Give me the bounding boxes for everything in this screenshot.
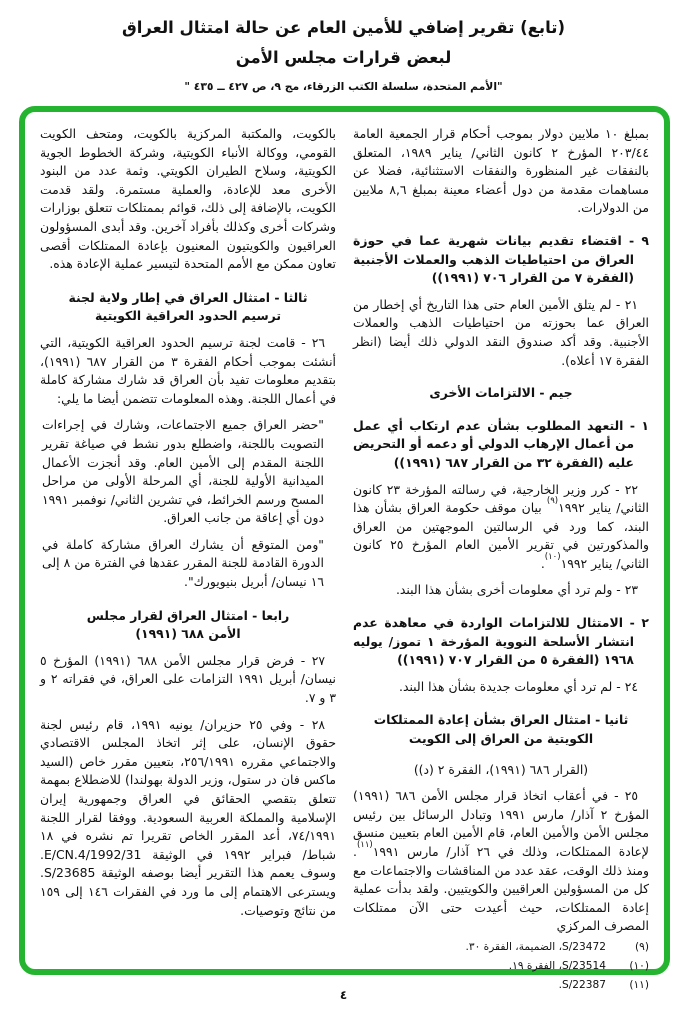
paragraph-continuation-right: بمبلغ ١٠ ملايين دولار بموجب أحكام قرار الجمعية العامة ٢٠٣/٤٤ المؤرخ ٢ كانون الثاني/ يناير ١٩٨٩، المتعلق بالنفقات غير المنظورة والنفقات الاستثنائية، فضلا عن مساهمات مقدمة من دول أعضاء معينة بمبلغ ٨,٦ ملايين من الدولارات. [353, 126, 649, 216]
footnote-text: S/23472، الضميمة، الفقرة ٣٠. [465, 940, 606, 953]
paragraph-27: ٢٧ - فرض قرار مجلس الأمن ٦٨٨ (١٩٩١) المؤرخ ٥ نيسان/ أبريل ١٩٩١ التزامات على العراق، في فقراته ٢ و ٣ و ٧. [40, 652, 336, 706]
list-item-1-heading: ١ - التعهد المطلوب بشأن عدم ارتكاب أي عمل من أعمال الإرهاب الدولي أو دعمه أو التحريض عليه (الفقرة ٣٢ من القرار ٦٨٧ (١٩٩١)) [353, 417, 649, 470]
paragraph-23: ٢٣ - ولم ترد أي معلومات أخرى بشأن هذا البند. [395, 582, 638, 598]
quoted-paragraph-2: "ومن المتوقع أن يشارك العراق مشاركة كاملة في الدورة القادمة للجنة المقرر عقدها في الفترة من ٨ إلى ١٦ نيسان/ أبريل بنيويورك". [42, 536, 325, 590]
footnote-ref-9: (٩) [546, 495, 559, 506]
paragraph-22-text-c: . [540, 555, 545, 571]
footnote-item [353, 940, 649, 955]
resolution-reference-line: (القرار ٦٨٦ (١٩٩١)، الفقرة ٢ (د)) [413, 761, 589, 777]
document-header [0, 0, 687, 93]
page-number: ٤ [339, 988, 348, 1002]
footnote-text: S/23514، الفقرة ١٩. [508, 959, 606, 972]
footnote-ref-11: (١١) [356, 839, 373, 850]
column-right [353, 125, 650, 991]
report-title-line2: لبعض قرارات مجلس الأمن [235, 47, 452, 67]
section-heading-jim: جيم - الالتزامات الأخرى [429, 385, 573, 401]
section-heading-fourth-line2: الأمن ٦٨٨ (١٩٩١) [135, 626, 241, 642]
section-heading-fourth [40, 607, 336, 644]
footnote-ref-10: (١٠) [544, 551, 561, 562]
list-item-9-heading: ٩ - اقتضاء تقديم بيانات شهرية عما في حوزة العراق من احتياطيات الذهب والعملات الأجنبية (الفقرة ٧ من القرار ٧٠٦ (١٩٩١)) [353, 232, 649, 286]
source-citation: "الأمم المتحدة، سلسلة الكتب الزرقاء، مج ٩، ص ٤٢٧ ــ ٤٣٥ " [184, 80, 503, 94]
report-title-line1: (تابع) تقرير إضافي للأمين العام عن حالة امتثال العراق [121, 18, 566, 37]
footnote-text: S/22387. [558, 978, 606, 991]
paragraph-22-text-b: بيان موقف حكومة العراق بشأن هذا البند، كما ورد في الرسالتين الموجهتين من العراق والمذكورتين في تقرير الأمين العام المؤرخ ٢٥ كانون الثاني/ يناير ١٩٩٢ [353, 500, 650, 571]
section-heading-third-line2: ترسيم الحدود العراقية الكويتية [95, 308, 281, 324]
column-left [40, 125, 336, 961]
quoted-paragraph-1: "حضر العراق جميع الاجتماعات، وشارك في إجراءات التصويت باللجنة، واضطلع بدور نشط في صياغة تقرير اللجنة المقدم إلى الأمين العام. وقد أنجزت الأعمال الميدانية الأولية للجنة، أي المرحلة الأولى من مراحل المسح ورسم الخرائط، في تشرين الثاني/ نوفمبر ١٩٩١ دون أي إعاقة من جانب العراق. [42, 417, 324, 526]
content-frame [19, 106, 670, 991]
paragraph-24: ٢٤ - لم ترد أي معلومات جديدة بشأن هذا البند. [399, 678, 638, 694]
footnote-item [353, 959, 649, 974]
paragraph-21: ٢١ - لم يتلق الأمين العام حتى هذا التاريخ أي إخطار من العراق عما بحوزته من احتياطيات الذهب والعملات الأجنبية. وقد أكد صندوق النقد الدولي ذلك أيضا (انظر الفقرة ١٧ أعلاه). [353, 296, 649, 368]
footnote-marker: (٩) [635, 940, 649, 953]
section-heading-third [40, 289, 336, 326]
section-heading-third-line1: ثالثا - امتثال العراق في إطار ولاية لجنة [68, 289, 308, 305]
paragraph-25-text-a: ٢٥ - في أعقاب اتخاذ قرار مجلس الأمن ٦٨٦ (١٩٩١) المؤرخ ٢ آذار/ مارس ١٩٩١ وتبادل الرسائل بين رئيس مجلس الأمن والأمين العام، قام الأمين العام بتعيين منسق لإعادة الممتلكات، وذلك في ٢٦ آذار/ مارس ١٩٩١ [353, 788, 649, 859]
paragraph-22-text-a: ٢٢ - كرر وزير الخارجية، في رسالته المؤرخة ٢٣ كانون الثاني/ يناير ١٩٩٢ [353, 481, 649, 516]
footnote-marker: (١١) [629, 978, 649, 991]
list-item-2-heading: ٢ - الامتثال للالتزامات الواردة في معاهدة عدم انتشار الأسلحة النووية المؤرخة ١ تموز/ يوليه ١٩٦٨ (الفقرة ٥ من القرار ٧٠٧ (١٩٩١)) [353, 615, 649, 668]
section-heading-second [353, 711, 649, 748]
section-heading-second-line1: ثانيا - امتثال العراق بشأن إعادة الممتلكات [373, 712, 629, 728]
paragraph-25-text-b: . ومنذ ذلك الوقت، عقد عدد من المناقشات والاجتماعات مع كل من المسؤولين العراقيين والكويتيين. ولقد بدأت عملية إعادة الممتلكات، حيث أعيدت حتى الآن ممتلكات المصرف المركزي [353, 844, 649, 934]
paragraph-continuation-left: بالكويت، والمكتبة المركزية بالكويت، ومتحف الكويت القومي، ووكالة الأنباء الكويتية، وشركة الخطوط الجوية الكويتية، وسلاح الطيران الكويتي. وثمة عدد من البنود الأخرى معد للإعادة، والعملية مستمرة. ولقد قدمت الكويت، بالإضافة إلى ذلك، قوائم بممتلكات تتعلق بوزارات وشركات أخرى وكذلك بأفراد آخرين. وقد أبدى المسؤولون العراقيون والكويتيون المعنيون بإعادة الممتلكات أقصى تعاون ممكن مع الأمم المتحدة لتيسير عملية الإعادة هذه. [40, 126, 336, 272]
footnote-marker: (١٠) [629, 959, 649, 972]
two-column-layout [40, 125, 650, 991]
section-heading-fourth-line1: رابعا - امتثال العراق لقرار مجلس [86, 607, 290, 623]
footnote-list [353, 936, 649, 995]
paragraph-28: ٢٨ - وفي ٢٥ حزيران/ يونيه ١٩٩١، قام رئيس لجنة حقوق الإنسان، على إثر اتخاذ المجلس الاقتصادي والاجتماعي مقرره ٢٥٦/١٩٩١، بتعيين مقرر خاص (السيد ماكس فان در ستول، وزير الدولة بهولندا) للاضطلاع بمهمة تتعلق بتقصي الحقائق في العراق وجمهورية إيران الإسلامية والمملكة العربية السعودية. ووفقا لقرار اللجنة ٧٤/١٩٩١، أعد المقرر الخاص تقريرا تم نشره في ١٨ شباط/ فبراير ١٩٩٢ في الوثيقة E/CN.4/1992/31. وسوف يعمم هذا التقرير أيضا بوصفه الوثيقة S/23685. ويسترعى الاهتمام إلى ما ورد في الفقرات ١٤٦ إلى ١٥٩ من نتائج وتوصيات. [40, 716, 336, 918]
paragraph-22 [353, 481, 649, 574]
paragraph-25 [353, 787, 649, 936]
paragraph-26: ٢٦ - قامت لجنة ترسيم الحدود العراقية الكويتية، التي أنشئت بموجب أحكام الفقرة ٣ من القرار ٦٨٧ (١٩٩١)، بتقديم معلومات تفيد بأن العراق قد شارك مشاركة كاملة في أعمال اللجنة. وهذه المعلومات تتضمن أيضا ما يلي: [40, 334, 336, 406]
section-heading-second-line2: الكويتية من العراق إلى الكويت [408, 731, 594, 747]
